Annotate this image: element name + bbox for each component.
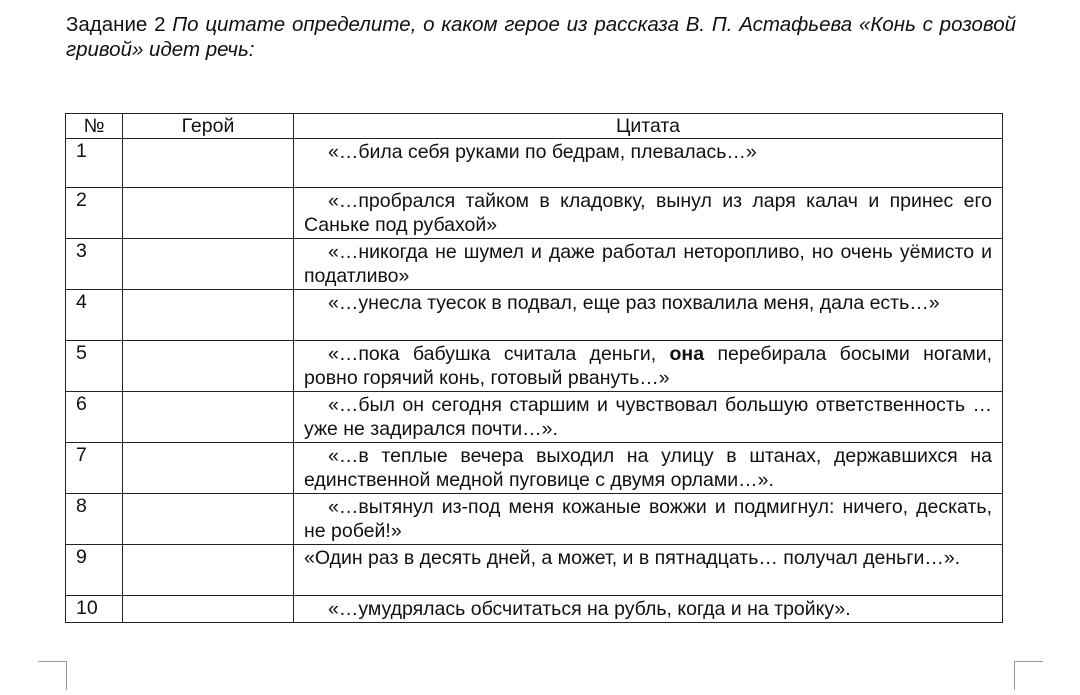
hero-cell[interactable] <box>123 341 294 392</box>
table-row <box>66 341 1003 392</box>
table-row <box>66 443 1003 494</box>
table-row <box>66 494 1003 545</box>
row-number: 4 <box>66 290 123 341</box>
quote-bold-word: она <box>669 343 705 365</box>
row-number: 7 <box>66 443 123 494</box>
table-row <box>66 139 1003 188</box>
hero-cell[interactable] <box>123 392 294 443</box>
quote-cell <box>294 341 1003 392</box>
hero-cell[interactable] <box>123 290 294 341</box>
quote-cell: «…унесла туесок в подвал, еще раз похвалила меня, дала есть…» <box>294 290 1003 341</box>
page-corner-mark-left <box>38 661 67 690</box>
hero-cell[interactable] <box>123 139 294 188</box>
hero-cell[interactable] <box>123 188 294 239</box>
hero-cell[interactable] <box>123 596 294 623</box>
table-row <box>66 596 1003 623</box>
hero-cell[interactable] <box>123 545 294 596</box>
page-corner-mark-right <box>1014 661 1043 690</box>
row-number: 5 <box>66 341 123 392</box>
table-header-row <box>66 114 1003 139</box>
hero-cell[interactable] <box>123 494 294 545</box>
quote-cell: «…пробрался тайком в кладовку, вынул из ларя калач и принес его Саньке под рубахой» <box>294 188 1003 239</box>
header-number: № <box>66 114 123 139</box>
table-row <box>66 392 1003 443</box>
hero-cell[interactable] <box>123 443 294 494</box>
row-number: 9 <box>66 545 123 596</box>
quote-cell: «…никогда не шумел и даже работал неторопливо, но очень уёмисто и податливо» <box>294 239 1003 290</box>
task-label: Задание 2 <box>66 13 166 36</box>
header-quote: Цитата <box>294 114 1003 139</box>
table-row <box>66 545 1003 596</box>
task-heading <box>66 12 1016 62</box>
quote-cell: «Один раз в десять дней, а может, и в пятнадцать… получал деньги…». <box>294 545 1003 596</box>
quote-cell: «…умудрялась обсчитаться на рубль, когда и на тройку». <box>294 596 1003 623</box>
row-number: 2 <box>66 188 123 239</box>
row-number: 10 <box>66 596 123 623</box>
row-number: 8 <box>66 494 123 545</box>
table-row <box>66 239 1003 290</box>
quote-cell: «…в теплые вечера выходил на улицу в штанах, державшихся на единственной медной пуговице с двумя орлами…». <box>294 443 1003 494</box>
quote-part: перебирала босыми ногами, ровно горячий конь, готовый рвануть…» <box>304 343 992 389</box>
row-number: 3 <box>66 239 123 290</box>
table-row <box>66 290 1003 341</box>
quote-cell: «…был он сегодня старшим и чувствовал большую ответственность … уже не задирался почти…». <box>294 392 1003 443</box>
table-row <box>66 188 1003 239</box>
quotes-table <box>65 113 1003 623</box>
header-hero: Герой <box>123 114 294 139</box>
quote-cell: «…вытянул из-под меня кожаные вожжи и подмигнул: ничего, дескать, не робей!» <box>294 494 1003 545</box>
quote-part: «…пока бабушка считала деньги, <box>328 343 670 365</box>
quote-cell: «…била себя руками по бедрам, плевалась…» <box>294 139 1003 188</box>
hero-cell[interactable] <box>123 239 294 290</box>
row-number: 6 <box>66 392 123 443</box>
task-text: По цитате определите, о каком герое из рассказа В. П. Астафьева «Конь с розовой гривой» идет речь: <box>66 13 1016 61</box>
row-number: 1 <box>66 139 123 188</box>
